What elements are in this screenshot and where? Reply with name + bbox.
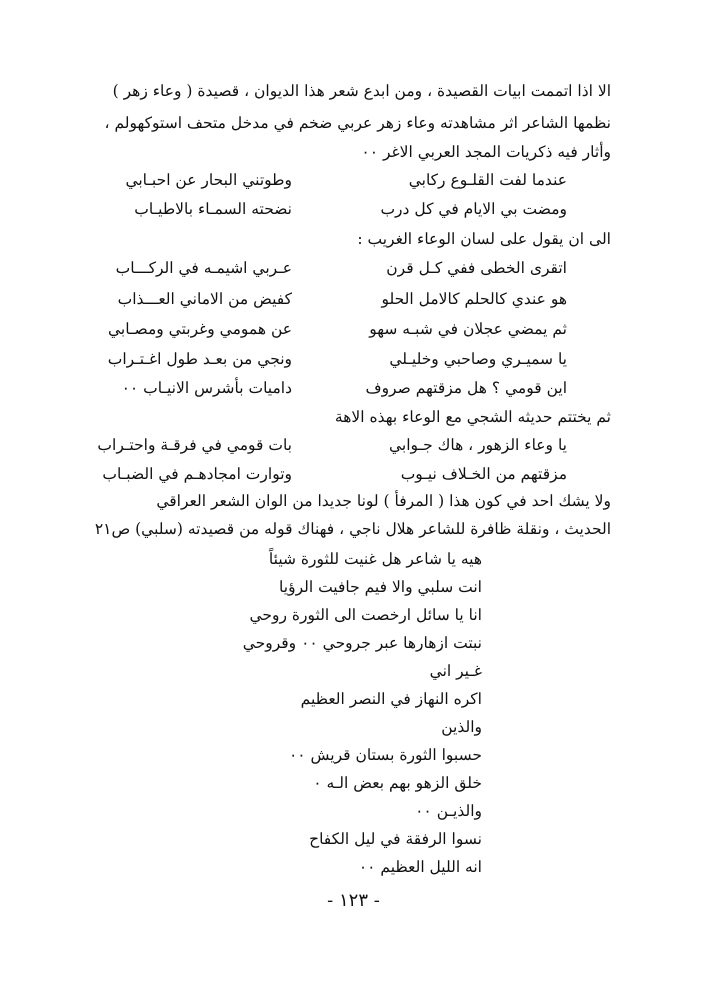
para2-line-2: الحديث ، ونقلة ظافرة للشاعر هلال ناجي ، فهناك قوله من قصيدته (سلبي) ص٢١ [94, 520, 611, 538]
bridge-line-2: ثم يختتم حديثه الشجي مع الوعاء بهذه الاهة [334, 408, 611, 426]
verse-line-11: نسوا الرفقة في ليل الكفاح [309, 830, 482, 848]
couplet-4-right: هو عندي كالحلم كالامل الحلو [381, 290, 567, 308]
couplet-7-right: اين قومي ؟ هل مزقتهم صروف [365, 379, 567, 397]
verse-line-7: والذين [441, 718, 482, 736]
intro-line-2: نظمها الشاعر اثر مشاهدته وعاء زهر عربي ضخم في مدخل متحف استوكهولم ، [104, 114, 611, 132]
couplet-1-right: عندما لفت القلـوع ركابي [408, 171, 567, 189]
couplet-6-left: ونجي من بعـد طول اغـتـراب [107, 350, 292, 368]
verse-line-12: انه الليل العظيم ٠٠ [358, 858, 482, 876]
couplet-7-left: داميات بأشرس الانيـاب ٠٠ [121, 379, 292, 397]
couplet-2-left: نضحته السمـاء بالاطيـاب [134, 200, 292, 218]
verse-line-1: هيه يا شاعر هل غنيت للثورة شيئاً [268, 550, 482, 568]
intro-line-1: الا اذا اتممت ابيات القصيدة ، ومن ابدع شعر هذا الديوان ، قصيدة ( وعاء زهر ) [112, 82, 611, 100]
page-number: - ١٢٣ - [327, 890, 380, 911]
verse-line-4: نبتت ازهارها عبر جروحي ٠٠ وقروحي [242, 634, 482, 652]
intro-line-3: وأثار فيه ذكريات المجد العربي الاغر ٠٠ [361, 143, 611, 161]
couplet-1-left: وطوتني البحار عن احبـابي [125, 171, 292, 189]
couplet-3-left: عـربي اشيمـه في الركـــاب [115, 259, 292, 277]
verse-line-2: انت سلبي والا فيم جافيت الرؤيا [279, 578, 482, 596]
verse-line-8: حسبوا الثورة بستان قريش ٠٠ [288, 746, 482, 764]
couplet-4-left: كفيض من الاماني العـــذاب [117, 290, 292, 308]
couplet-5-left: عن همومي وغربتي ومصـابي [108, 320, 292, 338]
couplet-9-right: مزقتهم من الخـلاف نيـوب [400, 465, 567, 483]
couplet-3-right: اتقرى الخطى ففي كـل قرن [386, 259, 567, 277]
para2-line-1: ولا يشك احد في كون هذا ( المرفأ ) لونا جديدا من الوان الشعر العراقي [156, 492, 611, 510]
couplet-8-right: يا وعاء الزهور ، هاك جـوابي [388, 436, 567, 454]
couplet-8-left: بات قومي في فرقـة واحتـراب [97, 436, 292, 454]
couplet-9-left: وتوارت امجادهـم في الضبـاب [102, 465, 292, 483]
verse-line-10: والذيـن ٠٠ [415, 802, 482, 820]
couplet-6-right: يا سميـري وصاحبي وخليـلي [389, 350, 567, 368]
verse-line-5: غـير اني [429, 662, 482, 680]
couplet-2-right: ومضت بي الايام في كل درب [380, 200, 567, 218]
verse-line-9: خلق الزهو بهم بعض الـه ٠ [313, 774, 482, 792]
verse-line-3: انا يا سائل ارخصت الى الثورة روحي [249, 606, 482, 624]
verse-line-6: اكره النهاز في النصر العظيم [300, 690, 482, 708]
bridge-line-1: الى ان يقول على لسان الوعاء الغريب : [357, 230, 611, 248]
couplet-5-right: ثم يمضي عجلان في شبـه سهو [369, 320, 567, 338]
